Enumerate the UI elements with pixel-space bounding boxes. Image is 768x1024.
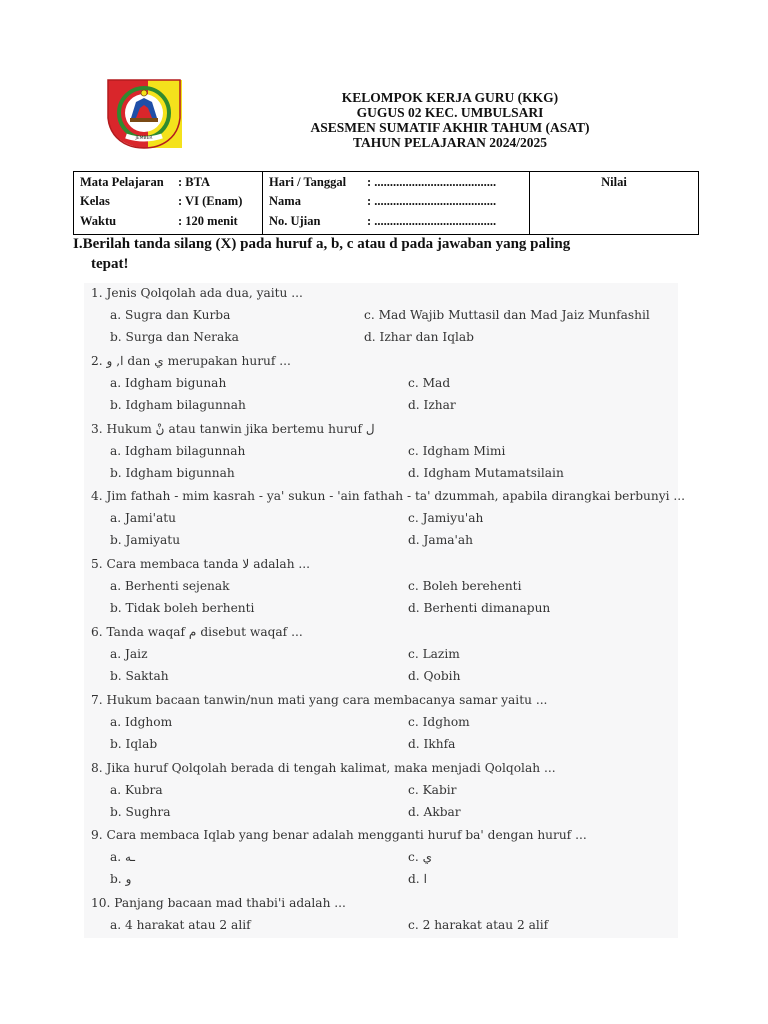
option-d[interactable]: d. ا bbox=[408, 872, 427, 887]
student-identity-column bbox=[263, 172, 530, 234]
exam-number-field[interactable]: : ....................................... bbox=[367, 214, 497, 228]
option-b[interactable]: b. Iqlab bbox=[110, 736, 158, 751]
option-a[interactable]: a. 4 harakat atau 2 alif bbox=[110, 918, 251, 933]
option-b[interactable]: b. Idgham bilagunnah bbox=[110, 397, 246, 412]
question-text: 9. Cara membaca Iqlab yang benar adalah mengganti huruf ba' dengan huruf ... bbox=[91, 828, 587, 843]
option-c[interactable]: c. Jamiyu'ah bbox=[408, 511, 484, 526]
option-d[interactable]: d. Jama'ah bbox=[408, 533, 473, 548]
option-c[interactable]: c. Mad Wajib Muttasil dan Mad Jaiz Munfashil bbox=[364, 308, 650, 322]
question-text: 4. Jim fathah - mim kasrah - ya' sukun - 'ain fathah - ta' dzummah, apabila dirangkai berbunyi ... bbox=[91, 489, 685, 504]
option-a[interactable]: a. Idghom bbox=[110, 714, 173, 729]
option-a[interactable]: a. Kubra bbox=[110, 782, 163, 797]
instruction-line-1: I.Berilah tanda silang (X) pada huruf a, b, c atau d pada jawaban yang paling bbox=[73, 236, 571, 252]
option-c[interactable]: c. Kabir bbox=[408, 782, 457, 797]
option-c[interactable]: c. ي bbox=[408, 850, 433, 865]
time-value: : 120 menit bbox=[178, 214, 238, 228]
option-a[interactable]: a. Idgham bilagunnah bbox=[110, 443, 246, 458]
school-logo bbox=[104, 78, 184, 150]
header-line-3: ASESMEN SUMATIF AKHIR TAHUM (ASAT) bbox=[310, 120, 590, 135]
option-b[interactable]: b. Jamiyatu bbox=[110, 533, 181, 548]
time-label: Waktu bbox=[80, 214, 117, 228]
date-label: Hari / Tanggal bbox=[269, 175, 347, 189]
score-column bbox=[530, 172, 698, 234]
question-text: 6. Tanda waqaf م disebut waqaf ... bbox=[91, 624, 303, 639]
question-text: 2. ا, و dan ي merupakan huruf ... bbox=[91, 353, 291, 368]
score-label: Nilai bbox=[601, 175, 627, 189]
question-item bbox=[84, 758, 678, 826]
instruction bbox=[73, 235, 683, 274]
option-c[interactable]: c. 2 harakat atau 2 alif bbox=[408, 918, 549, 933]
question-item bbox=[84, 690, 678, 758]
option-d[interactable]: d. Izhar dan Iqlab bbox=[364, 330, 474, 344]
option-c[interactable]: c. Lazim bbox=[408, 646, 460, 661]
option-d[interactable]: d. Qobih bbox=[408, 668, 461, 683]
question-text: 8. Jika huruf Qolqolah berada di tengah kalimat, maka menjadi Qolqolah ... bbox=[91, 760, 556, 775]
option-b[interactable]: b. و bbox=[110, 872, 132, 887]
subject-value: : BTA bbox=[178, 175, 211, 189]
question-text: 7. Hukum bacaan tanwin/nun mati yang cara membacanya samar yaitu ... bbox=[91, 692, 548, 707]
option-a[interactable]: a. Jami'atu bbox=[110, 511, 176, 526]
option-d[interactable]: d. Izhar bbox=[408, 397, 456, 412]
option-b[interactable]: b. Tidak boleh berhenti bbox=[110, 601, 255, 616]
option-b[interactable]: b. Saktah bbox=[110, 668, 169, 683]
name-field[interactable]: : ....................................... bbox=[367, 194, 497, 208]
header-line-2: GUGUS 02 KEC. UMBULSARI bbox=[356, 105, 544, 120]
date-field[interactable]: : ....................................... bbox=[367, 175, 497, 189]
question-item bbox=[84, 283, 678, 351]
header-line-4: TAHUN PELAJARAN 2024/2025 bbox=[352, 135, 547, 150]
option-b[interactable]: b. Idgham bigunnah bbox=[110, 465, 235, 480]
document-header bbox=[240, 90, 660, 150]
option-a[interactable]: a. Sugra dan Kurba bbox=[110, 308, 231, 322]
question-list bbox=[84, 283, 685, 938]
instruction-line-2: tepat! bbox=[91, 255, 129, 272]
question-item bbox=[84, 486, 685, 554]
question-item bbox=[84, 893, 678, 961]
header-line-1: KELOMPOK KERJA GURU (KKG) bbox=[341, 90, 559, 105]
option-d[interactable]: d. Akbar bbox=[408, 804, 461, 819]
option-a[interactable]: a. Berhenti sejenak bbox=[110, 579, 230, 594]
option-d[interactable]: d. Ikhfa bbox=[408, 736, 456, 751]
option-a[interactable]: a. ـه bbox=[110, 850, 136, 865]
exam-number-label: No. Ujian bbox=[269, 214, 321, 228]
name-label: Nama bbox=[269, 194, 301, 208]
student-info-table bbox=[73, 171, 699, 235]
option-c[interactable]: c. Idghom bbox=[408, 714, 470, 729]
option-b[interactable]: b. Sughra bbox=[110, 804, 171, 819]
option-d[interactable]: d. Idgham Mutamatsilain bbox=[408, 465, 564, 480]
option-c[interactable]: c. Idgham Mimi bbox=[408, 443, 506, 458]
logo-text: JEMBER bbox=[135, 136, 153, 141]
question-item bbox=[84, 351, 678, 419]
option-d[interactable]: d. Berhenti dimanapun bbox=[408, 601, 551, 616]
option-c[interactable]: c. Mad bbox=[408, 375, 451, 390]
option-a[interactable]: a. Jaiz bbox=[110, 646, 148, 661]
option-a[interactable]: a. Idgham bigunah bbox=[110, 375, 227, 390]
option-b[interactable]: b. Surga dan Neraka bbox=[110, 330, 239, 344]
question-item bbox=[84, 825, 678, 893]
class-value: : VI (Enam) bbox=[178, 194, 243, 208]
option-c[interactable]: c. Boleh berehenti bbox=[408, 579, 522, 594]
question-text: 3. Hukum نْ atau tanwin jika bertemu huruf ل bbox=[91, 421, 375, 436]
question-item bbox=[84, 622, 678, 690]
subject-label: Mata Pelajaran bbox=[80, 175, 164, 189]
question-item bbox=[84, 554, 678, 622]
question-text: 5. Cara membaca tanda لا adalah ... bbox=[91, 557, 311, 572]
subject-info-column bbox=[74, 172, 263, 234]
class-label: Kelas bbox=[80, 194, 110, 208]
question-text: 10. Panjang bacaan mad thabi'i adalah ... bbox=[91, 896, 346, 911]
question-item bbox=[84, 419, 678, 487]
question-text: 1. Jenis Qolqolah ada dua, yaitu ... bbox=[91, 286, 303, 300]
